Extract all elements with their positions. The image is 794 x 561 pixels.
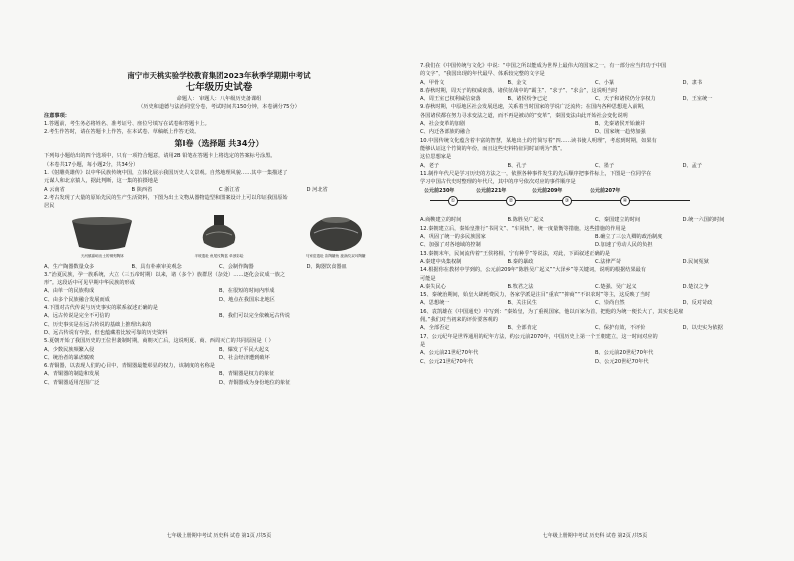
timeline-label: 公元前207年 [590,188,621,195]
option-a: A、公元前21世纪70年代 [420,350,479,357]
question-8 [420,87,770,104]
option-d: D、陶器饮食器皿 [306,263,347,270]
question-stem: 学习中国古代史时整理的年代尺，其中的序号依次对应的事件顺序是 [420,179,576,186]
option-a: A、社会变革的加剧 [420,121,466,128]
exam-info: （历史和道德与法治同堂分卷，考试时间共150分钟，本卷满分75分） [138,104,300,111]
artifact-images [44,213,394,261]
option-b: B 陕西省 [131,186,153,193]
option-c: C、保护有效，不评价 [595,325,646,332]
question-stem: 3.“治夏民族，孕一族系统，大立（三五帝时期）以来，诸（多个）族群居（杂处）……逐化会议成一族之 [44,271,286,278]
question-stem: 佣。”我们对当初来的评价要客观的 [420,317,498,324]
question-17 [420,333,770,366]
question-stem: 17、公元纪年是世界通用的纪年方法，约公元前2070年，中国历史上第一个王朝建立，这一时间对应的 [420,333,658,340]
option-b: B、金文 [507,79,527,86]
question-stem: 这位思想家是 [420,154,452,161]
question-11 [420,170,770,225]
option-d: D、以史实为依据 [682,325,723,332]
timeline [420,187,770,215]
option-c: C、内迁各部族的融合 [420,129,471,136]
option-d: D.加速了劳动人民的负担 [595,242,653,249]
question-stem: 10.中国传统文化蕴含着丰富的智慧，某地出土的竹简写着“四……读书使人明理”，考虑到时期，如果有 [420,137,657,144]
question-stem: 11.制作年代尺是学习历史的方法之一，依照各种事件发生的先后顺序把事件标上，下图是一位同学在 [420,170,652,177]
jar-image [194,213,244,253]
option-d: D.民间冤狱 [682,258,709,265]
section-title: 第Ⅰ卷（选择题 共34分） [174,139,264,149]
timeline-label: 公元前221年 [476,188,507,195]
artifact-jar [174,213,264,261]
option-d: D、社会经济遭到破坏 [219,354,270,361]
question-stem: 13.秦朝末年，民间流传着“王侯将相，宁有种乎”等说法，对此，下面叙述正确的是 [420,250,611,257]
option-c: C、小篆 [595,79,615,86]
option-c: C、秦国建立的时间 [595,217,641,224]
option-a: A.商鞅建立的时间 [420,217,462,224]
question-stem: 4.下图对古代传说与历史事实的联系叙述正确的是 [44,305,158,312]
timeline-marker: ③ [562,196,572,206]
option-c: C、青铜器适用范围广泛 [44,379,100,386]
option-b: B.牧君之法 [507,283,534,290]
option-a: A、生产陶器数量众多 [44,263,95,270]
artifact-caption: 天河镇嘉峪出土的铜刻陶钵 [80,253,124,258]
question-14 [420,266,770,291]
option-d: D、国家统一趋势加强 [595,129,646,136]
page-footer: 七年级上册期中考试 历史科 试卷 第1页 /共5页 [166,533,272,539]
question-7 [420,62,770,87]
question-stem: 8.春秋时期，周天子的权威衰落，诸侯征战中的“霸主”、“求子”、“求会”，这说明当时 [420,87,618,94]
option-b: B、关注民生 [507,300,537,307]
option-d: D 河北省 [306,186,328,193]
option-c: C、历史事实是在远古传说的基础上推理出来的 [44,321,152,328]
option-a: A、巩固了统一的多民族国家 [420,234,486,241]
question-stem: 可能是 [420,275,436,282]
question-stem: 9.春秋时期，中原地区社会发展迅速，关系着当时国家的学说广泛流传；在国内各种思想进入前期， [420,104,649,111]
question-4 [44,304,394,337]
exam-author: 命题人： 审题人：八年级历史备课组 [176,96,262,102]
question-stem: 是 [420,341,426,348]
artifact-bowl [57,213,147,261]
option-d: D、青铜器成为身份地位的象征 [219,379,291,386]
question-stem: 1.《射雕英雄传》以中华民族传统中国，立体化展示我国历史人文景观。自然地理风貌……其中一集描述了 [44,170,288,177]
bowl-image [67,213,137,253]
option-a: A、青铜器的制造和发展 [44,371,100,378]
question-stem: 7.我们在《中国传统与文化》中说：“中国之所以能成为世界上最伟大的国家之一，有一部分应当归功于中国 [420,63,667,69]
option-d: D、隶书 [682,79,703,86]
notice-line: 1.答题前，考生务必将姓名、准考证号、座位号填写在试卷和答题卡上。 [44,120,210,127]
artifact-caption: 马家窑遗址 彩陶罐鱼 旋涡纹双耳陶罐 [305,253,366,258]
question-stem: 12.秦朝建立后，秦始皇推行“书同文”、“车同轨”，统一度量衡等措施，这些措施的作用是 [420,225,626,232]
option-b: B.秦的暴政 [507,258,534,265]
option-c: C、统治者的暴虐腐败 [44,354,95,361]
question-6 [44,362,394,387]
option-a: A、由单一的民族构成 [44,288,95,295]
question-16 [420,308,770,333]
option-d: D、公元20世纪70年代 [595,358,649,365]
option-b: B、诸侯纷争已定 [507,96,548,103]
page-footer: 七年级上册期中考试 历史科 试卷 第2页 /共5页 [542,533,648,539]
question-10 [420,137,770,170]
option-b: B、公元前20世纪70年代 [595,350,654,357]
option-c: C 浙江省 [219,186,240,193]
option-c: C.法律严苛 [595,258,622,265]
option-c: C、公元21世纪70年代 [420,358,474,365]
page-left [44,62,394,539]
question-15 [420,291,770,308]
option-b: B.陈胜吴广起义 [507,217,544,224]
option-a: A、老子 [420,162,440,169]
option-a: A、全部否定 [420,325,450,332]
option-a: A.秦建中央集权制 [420,258,462,265]
page-right [420,62,770,539]
timeline-label: 公元前230年 [424,188,455,195]
option-a: A、周王室已权利威信衰落 [420,96,481,103]
option-b: B、孔子 [507,162,527,169]
question-stem: 能够认证这个竹简的年份，而且这些史料特征同时证明为“教”。 [420,145,566,152]
exam-subtitle: 七年级历史试卷 [185,82,253,93]
option-a: A、甲骨文 [420,79,445,86]
question-stem: 各国诸侯都在努力寻求变法之道，而不再是被动的“变革”，秦国变法由此开始社会变化说明 [420,112,628,119]
option-b: B、在很短的时间内形成 [219,288,275,295]
question-stem: 居民 [44,203,55,210]
option-d: D.统一六国的时间 [682,217,725,224]
option-d: D、反对苛政 [682,300,713,307]
timeline-marker: ① [448,196,458,206]
option-a: A 云南省 [44,186,65,193]
question-stem: 形”。这段话中可见早期中华民族的形成 [44,280,135,287]
option-a: A、少数民族频繁入侵 [44,346,95,353]
artifact-caption: 半坡遗址 鱼尾纹陶盆 单颈彩绘 [194,253,244,258]
question-2 [44,194,394,271]
option-c: C.楚强、吴广起义 [595,283,637,290]
option-d: D、王室统一 [682,96,713,103]
option-c: C、崇尚自然 [595,300,625,307]
question-stem: 16、袁凯雄在《中国通史》中写到：“秦始皇，为了重视国家，他以百家为首，把他的为统一便长大了，其实也是雇 [420,308,684,315]
option-c: C、墨子 [595,162,615,169]
option-b: B、全部肯定 [507,325,537,332]
option-a: A、思想统一 [420,300,450,307]
option-d: D.楚汉之争 [682,283,709,290]
question-stem: 2.考古发现了大量的原始先民的生产生活资料，下图为出土文物从器物造型和图案设计上可以印证我国原始 [44,194,288,201]
artifact-pot [291,213,381,261]
option-d: D、孟子 [682,162,703,169]
question-stem: 的文字”，“我国出现的年代最早、体系较完整的文字是 [420,71,545,78]
timeline-marker: ② [506,196,516,206]
exam-header: 南宁市天桃实验学校教育集团2023年秋季学期期中考试 [127,71,311,80]
notice-line: 2.考生作答时，请在答题卡上作答，在本试卷、草稿纸上作答无效。 [44,129,200,136]
timeline-axis [430,200,690,201]
question-3 [44,271,394,304]
option-b: B、青铜器是权力的象征 [219,371,275,378]
option-a: A.秦失民心 [420,283,446,290]
question-stem: 5.夏朝开始了我国历史的王位世袭制时期，商朝灭亡后，这说明夏、商、西周灭亡的共同原因是（ ） [44,338,274,345]
option-b: B、我们可以完全依赖远古传说 [219,313,290,320]
question-12 [420,225,770,250]
option-b: B、先秦诸侯开始兼并 [595,121,646,128]
option-b: B.确立了三公九卿的政治制度 [595,234,663,241]
instruction-line: （本卷共17小题，每小题2分，共34分） [44,161,139,168]
option-d: D、远古传说有夸张，但也蕴藏着比较可靠的历史资料 [44,329,168,336]
option-b: B、具有朴素审美观念 [131,263,182,270]
notice-title: 注意事项： [44,112,70,119]
option-d: D、地点在我国东北地区 [219,296,275,303]
question-stem: 15、秦统治期间，始皇大肆耗费民力，各家学派是注目“重农”“抑商”“不识农时”等主，这反映了当时 [420,292,651,299]
option-c: C、会制作陶器 [219,263,254,270]
question-stem: 14.根据你在教材中学到的，公元前209年“陈胜吴广起义”“大泽乡”等关键词，说明的根据结果最有 [420,267,647,274]
option-c: C、天子和诸侯仍分享权力 [595,96,656,103]
question-1 [44,169,394,194]
question-stem: 元谋人和北京猿人，据此判断，这一集的拍摄地是 [44,178,159,185]
option-a: A、远古传说是完全不可信的 [44,313,110,320]
option-c: C、由多个民族融合发展而成 [44,296,110,303]
option-b: B、爆发了平民大起义 [219,346,270,353]
timeline-marker: ④ [620,196,630,206]
option-c: C、加强了对各地域的控制 [420,242,481,249]
question-stem: 6.青铜器，以表现人们的心目中，青铜器最能彰显的权力，该制度的名称是 [44,363,215,370]
question-13 [420,250,770,267]
question-5 [44,337,394,362]
question-9 [420,103,770,136]
instruction-line: 下列每小题给出的四个选项中，只有一项符合题意，请用2B 铅笔在答题卡上将选定的答案标号涂黑。 [44,153,276,160]
timeline-label: 公元前209年 [532,188,563,195]
pot-image [306,213,366,253]
